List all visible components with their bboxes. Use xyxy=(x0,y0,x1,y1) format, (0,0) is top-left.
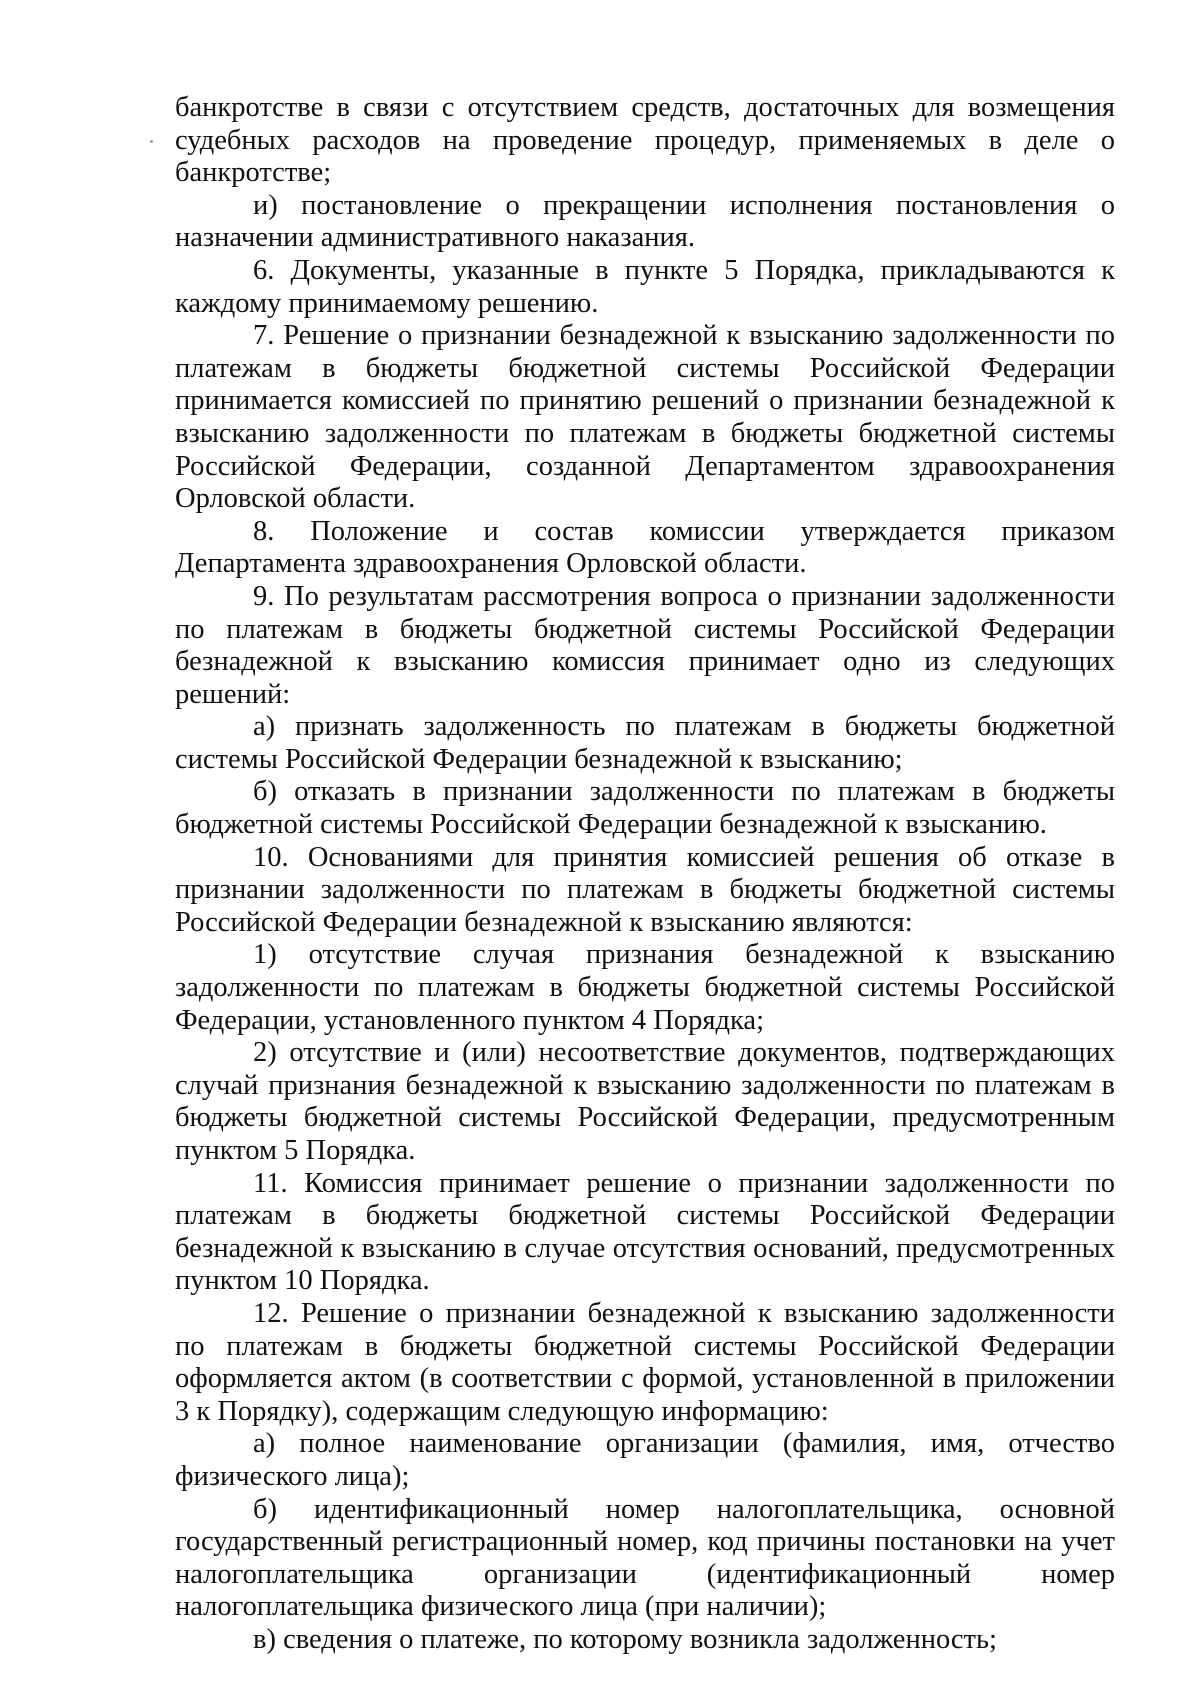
paragraph-12-item-b: б) идентификационный номер налогоплательщика, основной государственный регистрационный номер, код причины постановки на учет налогоплательщика организации (идентификационный номер налогоплательщика физического лица (при наличии); xyxy=(175,1493,1115,1623)
paragraph-9-item-a: а) признать задолженность по платежам в бюджеты бюджетной системы Российской Федерации безнадежной к взысканию; xyxy=(175,711,1115,775)
paragraph-7: 7. Решение о признании безнадежной к взысканию задолженности по платежам в бюджеты бюджетной системы Российской Федерации принимается комиссией по принятию решений о признании безнадежной к взысканию задолженности по платежам в бюджеты бюджетной системы Российской Федерации, созданной Департаментом здравоохранения Орловской области. xyxy=(175,320,1115,515)
paragraph-8: 8. Положение и состав комиссии утверждается приказом Департамента здравоохранения Орловской области. xyxy=(175,515,1115,580)
paragraph-12-item-v: в) сведения о платеже, по которому возникла задолженность; xyxy=(253,1623,997,1655)
paragraph-9-item-b: б) отказать в признании задолженности по платежам в бюджеты бюджетной системы Российской Федерации безнадежной к взысканию. xyxy=(175,776,1115,841)
scan-speck xyxy=(150,140,153,143)
paragraph-bankruptcy-continuation: банкротстве в связи с отсутствием средств, достаточных для возмещения судебных расходов на проведение процедур, применяемых в деле о банкротстве; xyxy=(175,92,1115,189)
document-body xyxy=(175,92,1115,1657)
paragraph-6: 6. Документы, указанные в пункте 5 Порядка, прикладываются к каждому принимаемому решению. xyxy=(175,254,1115,319)
paragraph-11: 11. Комиссия принимает решение о признании задолженности по платежам в бюджеты бюджетной системы Российской Федерации безнадежной к взысканию в случае отсутствия оснований, предусмотренных пунктом 10 Порядка. xyxy=(175,1167,1115,1297)
paragraph-12: 12. Решение о признании безнадежной к взысканию задолженности по платежам в бюджеты бюджетной системы Российской Федерации оформляется актом (в соответствии с формой, установленной в приложении 3 к Порядку), содержащим следующую информацию: xyxy=(175,1297,1115,1427)
paragraph-9: 9. По результатам рассмотрения вопроса о признании задолженности по платежам в бюджеты бюджетной системы Российской Федерации безнадежной к взысканию комиссия принимает одно из следующих решений: xyxy=(175,580,1115,710)
paragraph-10: 10. Основаниями для принятия комиссией решения об отказе в признании задолженности по платежам в бюджеты бюджетной системы Российской Федерации безнадежной к взысканию являются: xyxy=(175,841,1115,938)
paragraph-10-item-1: 1) отсутствие случая признания безнадежной к взысканию задолженности по платежам в бюджеты бюджетной системы Российской Федерации, установленного пунктом 4 Порядка; xyxy=(175,939,1115,1036)
paragraph-12-item-a: а) полное наименование организации (фамилия, имя, отчество физического лица); xyxy=(175,1428,1115,1492)
paragraph-item-i: и) постановление о прекращении исполнения постановления о назначении административного наказания. xyxy=(175,189,1115,254)
paragraph-10-item-2: 2) отсутствие и (или) несоответствие документов, подтверждающих случай признания безнадежной к взысканию задолженности по платежам в бюджеты бюджетной системы Российской Федерации, предусмотренным пунктом 5 Порядка. xyxy=(175,1037,1115,1166)
